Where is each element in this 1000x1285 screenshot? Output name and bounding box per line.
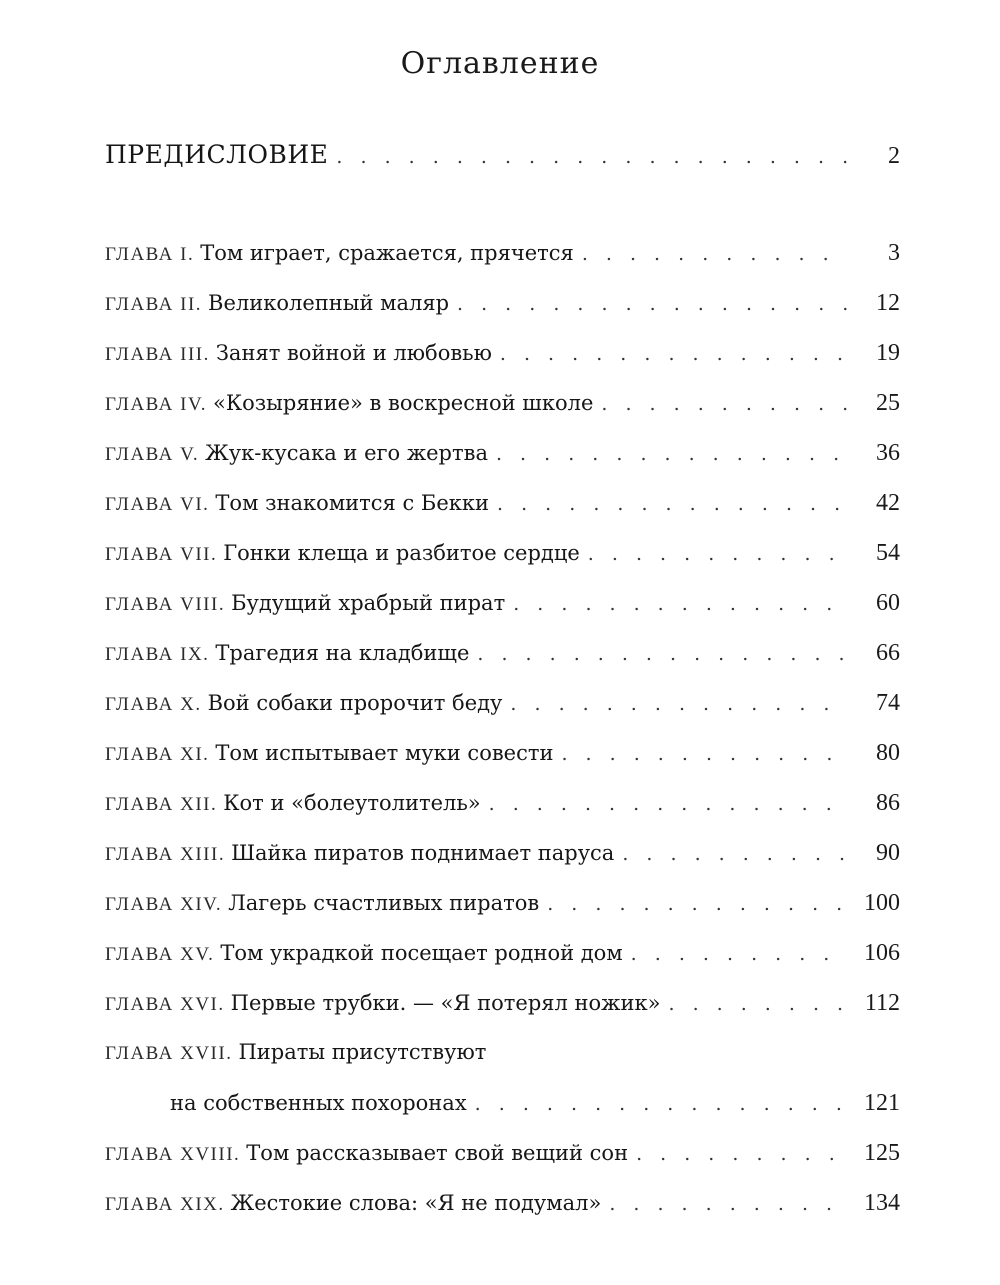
toc-entry: [105, 740, 900, 780]
toc-entry-page: 112: [864, 990, 900, 1016]
toc-entry-title: «Козыряние» в воскресной школе: [212, 391, 594, 415]
toc-leader-dots: [496, 443, 848, 465]
toc-entry-title: Будущий храбрый пират: [231, 591, 506, 615]
toc-leader-dots: [475, 1093, 848, 1115]
toc-entry: [105, 340, 900, 380]
toc-leader-dots: [601, 393, 848, 415]
toc-chapter-label: ГЛАВА XIV.: [105, 894, 223, 915]
toc-chapter-label: ГЛАВА XV.: [105, 944, 215, 965]
toc-entry-title: Вой собаки пророчит беду: [207, 691, 503, 715]
toc-entry-title: Том играет, сражается, прячется: [200, 241, 574, 265]
page-title: Оглавление: [400, 46, 600, 81]
toc-entry-title-continued: на собственных похоронах: [170, 1091, 467, 1115]
toc-entry: [105, 1040, 900, 1080]
toc-entry-page: 74: [876, 690, 900, 716]
toc-entry-preface: [105, 140, 900, 180]
toc-entry-title: Пираты присутствуют: [238, 1040, 487, 1064]
toc-leader-dots: [622, 843, 848, 865]
toc-leader-dots: [513, 593, 848, 615]
toc-leader-dots: [631, 943, 848, 965]
toc-entry-title: Том украдкой посещает родной дом: [220, 941, 623, 965]
toc-entry-title: Том знакомится с Бекки: [215, 491, 489, 515]
toc-entry: [105, 690, 900, 730]
toc-leader-dots: [561, 743, 848, 765]
toc-chapter-label: ГЛАВА XVII.: [105, 1043, 233, 1064]
toc-leader-dots: [489, 793, 848, 815]
toc-leader-dots: [497, 493, 848, 515]
toc-entry-page: 100: [864, 890, 900, 916]
toc-chapter-label: ГЛАВА XIX.: [105, 1194, 225, 1215]
toc-entry-page: 66: [876, 640, 900, 666]
toc-chapter-label: ГЛАВА VII.: [105, 544, 218, 565]
toc-entry-page: 12: [876, 290, 900, 316]
toc-entry-title: Занят войной и любовью: [215, 341, 492, 365]
toc-entry: [105, 1140, 900, 1180]
toc-entry: [105, 540, 900, 580]
toc-entry: [105, 390, 900, 430]
toc-entry-page: 42: [876, 490, 900, 516]
toc-leader-dots: [668, 993, 848, 1015]
toc-entry: [105, 590, 900, 630]
toc-entry-page: 3: [888, 240, 900, 266]
toc-chapter-label: ГЛАВА XVI.: [105, 994, 225, 1015]
toc-entry: [105, 790, 900, 830]
toc-entry: [105, 890, 900, 930]
toc-entry: [105, 940, 900, 980]
toc-entry: [105, 990, 900, 1030]
toc-entry: [105, 840, 900, 880]
toc-chapter-label: ГЛАВА XVIII.: [105, 1144, 241, 1165]
toc-leader-dots: [636, 1143, 848, 1165]
toc-entry-title: Жестокие слова: «Я не подумал»: [230, 1191, 602, 1215]
toc-chapter-label: ГЛАВА I.: [105, 244, 195, 265]
toc-entry-title: Лагерь счастливых пиратов: [228, 891, 540, 915]
toc-chapter-label: ГЛАВА III.: [105, 344, 210, 365]
toc-leader-dots: [609, 1193, 848, 1215]
toc-leader-dots: [588, 543, 848, 565]
toc-chapter-label: ГЛАВА IX.: [105, 644, 210, 665]
toc-entry: [105, 290, 900, 330]
toc-entry: [105, 440, 900, 480]
toc-entry-page: 90: [876, 840, 900, 866]
toc-entry-page: 19: [876, 340, 900, 366]
toc-entry-page: 80: [876, 740, 900, 766]
toc-entry: [105, 640, 900, 680]
toc-chapter-label: ГЛАВА XII.: [105, 794, 218, 815]
toc-chapter-label: ГЛАВА V.: [105, 444, 200, 465]
toc-entry-title: Гонки клеща и разбитое сердце: [223, 541, 580, 565]
toc-entry-title: ПРЕДИСЛОВИЕ: [105, 140, 329, 169]
toc-chapter-label: ГЛАВА VI.: [105, 494, 210, 515]
toc-entry-continuation: [170, 1090, 900, 1130]
toc-entry-title: Том рассказывает свой вещий сон: [246, 1141, 629, 1165]
toc-entry-title: Трагедия на кладбище: [215, 641, 470, 665]
toc-entry-title: Том испытывает муки совести: [215, 741, 554, 765]
toc-entry-title: Великолепный маляр: [208, 291, 450, 315]
toc-leader-dots: [510, 693, 848, 715]
toc-chapter-label: ГЛАВА II.: [105, 294, 203, 315]
toc-entry-page: 60: [876, 590, 900, 616]
toc-entry-page: 106: [864, 940, 900, 966]
toc-entry-title: Жук-кусака и его жертва: [205, 441, 488, 465]
toc-leader-dots: [457, 293, 848, 315]
toc-entry-title: Шайка пиратов поднимает паруса: [231, 841, 615, 865]
toc-entry-page: 86: [876, 790, 900, 816]
toc-leader-dots: [547, 893, 848, 915]
toc-entry-page: 125: [864, 1140, 900, 1166]
toc-chapter-label: ГЛАВА X.: [105, 694, 202, 715]
toc-leader-dots: [582, 243, 848, 265]
toc-leader-dots: [477, 643, 848, 665]
toc-leader-dots: [336, 146, 848, 168]
toc-entry-title: Кот и «болеутолитель»: [223, 791, 481, 815]
toc-entry: [105, 1190, 900, 1230]
toc-entry: [105, 240, 900, 280]
toc-entry-title: Первые трубки. — «Я потерял ножик»: [230, 991, 661, 1015]
toc-entry-page: 134: [864, 1190, 900, 1216]
toc-leader-dots: [500, 343, 848, 365]
toc-chapter-label: ГЛАВА XIII.: [105, 844, 226, 865]
toc-entry-page: 36: [876, 440, 900, 466]
toc-chapter-label: ГЛАВА IV.: [105, 394, 207, 415]
toc-chapter-label: ГЛАВА VIII.: [105, 594, 226, 615]
toc-entry-page: 2: [888, 143, 900, 169]
toc-entry: [105, 490, 900, 530]
toc-entry-page: 54: [876, 540, 900, 566]
toc-entry-page: 25: [876, 390, 900, 416]
toc-chapter-label: ГЛАВА XI.: [105, 744, 210, 765]
toc-entry-page: 121: [864, 1090, 900, 1116]
